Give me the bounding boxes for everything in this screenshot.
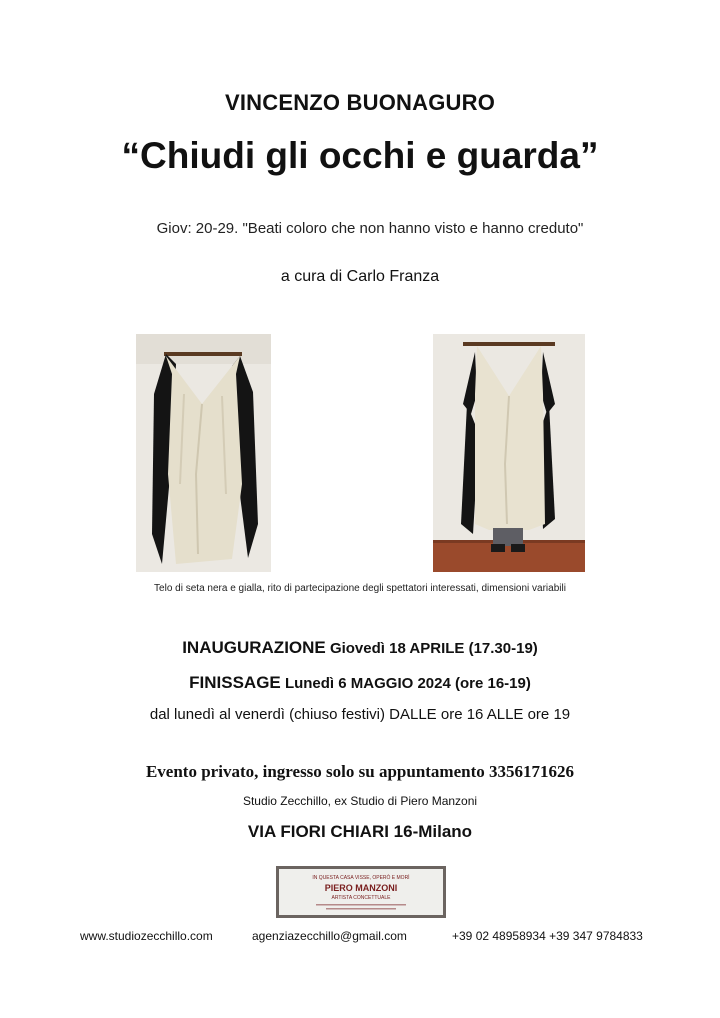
opening-detail: Giovedì 18 APRILE (17.30-19)	[329, 640, 538, 657]
plaque-line3: ARTISTA CONCETTUALE	[331, 895, 391, 901]
curator-line: a cura di Carlo Franza	[280, 268, 440, 285]
artist-name: VINCENZO BUONAGURO	[224, 90, 496, 115]
phone-numbers: +39 02 48958934 +39 347 9784833	[452, 929, 643, 943]
opening-line	[0, 638, 720, 658]
finissage-detail: Lunedì 6 MAGGIO 2024 (ore 16-19)	[284, 675, 531, 692]
private-event-note: Evento privato, ingresso solo su appuntamento 3356171626	[145, 762, 575, 781]
address: VIA FIORI CHIARI 16-Milano	[247, 822, 473, 841]
opening-hours: dal lunedì al venerdì (chiuso festivi) DALLE ore 16 ALLE ore 19	[149, 706, 571, 723]
plaque-line1: IN QUESTA CASA VISSE, OPERÒ E MORÌ	[312, 875, 410, 881]
studio-name: Studio Zecchillo, ex Studio di Piero Manzoni	[242, 794, 478, 808]
artwork-photo-right	[433, 334, 585, 572]
finissage-line	[0, 673, 720, 693]
artwork-photo-left	[136, 334, 271, 572]
artwork-caption: Telo di seta nera e gialla, rito di partecipazione degli spettatori interessati, dimensioni variabili	[154, 583, 566, 594]
email-link[interactable]: agenziazecchillo@gmail.com	[252, 929, 407, 943]
manzoni-plaque	[276, 866, 446, 918]
bible-quote: Giov: 20-29. "Beati coloro che non hanno visto e hanno creduto"	[156, 220, 584, 237]
exhibition-title: “Chiudi gli occhi e guarda”	[121, 135, 599, 176]
website-link[interactable]: www.studiozecchillo.com	[80, 929, 213, 943]
plaque-name: PIERO MANZONI	[324, 883, 398, 893]
finissage-label: FINISSAGE	[189, 673, 281, 692]
opening-label: INAUGURAZIONE	[182, 638, 326, 657]
